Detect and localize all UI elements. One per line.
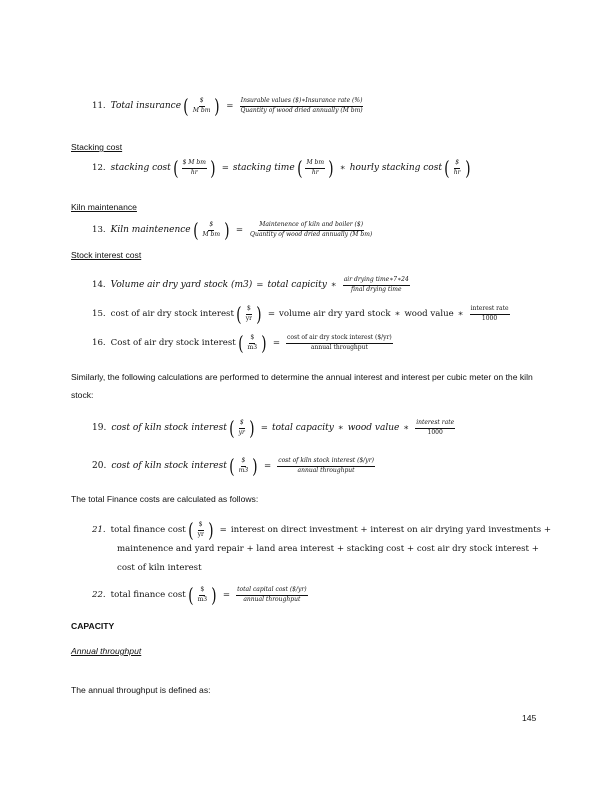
unit-denominator: yr — [245, 314, 252, 322]
fraction-denominator: Quantity of wood dried annually (M bm) — [240, 106, 363, 114]
paragraph-finance-intro: The total Finance costs are calculated as follows: — [71, 494, 259, 504]
equation-15 — [92, 302, 512, 326]
fraction-denominator: 1000 — [427, 428, 443, 436]
fraction-numerator: cost of air dry stock interest ($/yr) — [286, 335, 393, 344]
equation-fraction — [249, 222, 373, 238]
equation-number: 16. — [92, 338, 106, 348]
unit-paren — [443, 156, 471, 180]
equation-number: 15. — [92, 309, 106, 319]
unit-paren — [235, 302, 263, 326]
equation-13 — [92, 218, 375, 242]
heading-annual-throughput: Annual throughput — [71, 646, 142, 656]
multiply-sign: ∗ — [457, 309, 464, 319]
paragraph-kiln-interest-intro: Similarly, the following calculations are performed to determine the annual interest and interest per cubic meter on the kiln stock: — [71, 372, 533, 400]
equation-fraction — [415, 420, 455, 436]
equation-20 — [92, 454, 377, 478]
equals-sign: = — [267, 309, 276, 319]
page-number: 145 — [522, 713, 537, 723]
fraction-numerator: cost of kiln stock interest ($/yr) — [277, 458, 375, 467]
equation-term: volume air dry yard stock — [279, 309, 391, 319]
equation-lhs: Kiln maintenence — [110, 225, 191, 235]
fraction-denominator: annual throughput — [243, 595, 301, 603]
equation-fraction — [286, 335, 393, 351]
heading-kiln-maintenance: Kiln maintenance — [71, 202, 137, 212]
equation-16 — [92, 331, 395, 355]
unit-numerator: ( $ — [208, 222, 214, 231]
equation-22 — [92, 583, 310, 607]
fraction-numerator: Maintenence of kiln and boiler ($) — [258, 222, 364, 231]
equation-number: 19. — [92, 423, 107, 433]
unit-paren — [228, 416, 256, 440]
fraction-numerator: Insurable values ($)∗Insurance rate (%) — [240, 98, 364, 107]
equation-term: hourly stacking cost — [349, 163, 442, 173]
equals-sign: = — [260, 423, 268, 433]
equation-number: 13. — [92, 225, 106, 235]
unit-denominator: yr — [238, 428, 245, 436]
equation-21-line-2: maintenence and yard repair + land area interest + stacking cost + cost air dry stock interest + — [117, 544, 539, 554]
fraction-numerator: interest rate — [415, 420, 455, 429]
unit-denominator: hr — [453, 168, 461, 176]
unit-numerator: ( $ — [249, 335, 255, 344]
equation-number: 21. — [92, 525, 106, 535]
unit-numerator: ( $ — [199, 98, 205, 107]
unit-numerator: ( $ — [239, 420, 245, 429]
equation-lhs: cost of air dry stock interest — [110, 309, 234, 319]
multiply-sign: ∗ — [394, 309, 401, 319]
fraction-denominator: annual throughput — [297, 466, 355, 474]
equation-term: total capicity — [267, 280, 327, 291]
unit-paren — [237, 331, 268, 355]
equals-sign: = — [264, 461, 272, 471]
equation-fraction — [470, 306, 510, 322]
multiply-sign: ∗ — [403, 423, 410, 433]
equation-lhs: cost of kiln stock interest — [111, 423, 227, 433]
equation-number: 12. — [92, 163, 106, 173]
equation-lhs: total finance cost — [110, 525, 186, 535]
equation-number: 11. — [92, 101, 106, 111]
unit-numerator: ( $ — [198, 522, 204, 531]
equals-sign: = — [226, 101, 234, 111]
unit-paren — [172, 156, 217, 180]
unit-numerator: ( $ — [241, 458, 247, 467]
fraction-numerator: total capital cost ($/yr) — [236, 587, 308, 596]
equation-number: 20. — [92, 461, 107, 471]
unit-numerator: ( $ M bm — [182, 160, 207, 169]
unit-denominator: yr — [197, 530, 204, 538]
heading-capacity: CAPACITY — [71, 621, 115, 631]
equation-term: wood value — [404, 309, 454, 319]
equals-sign: = — [272, 338, 281, 348]
multiply-sign: ∗ — [330, 280, 337, 291]
multiply-sign: ∗ — [339, 163, 346, 173]
equation-line-1: interest on direct investment + interest on air drying yard investments + — [230, 525, 552, 535]
equation-21-line-3: cost of kiln interest — [117, 563, 202, 573]
unit-paren — [187, 583, 218, 607]
unit-numerator: ( $ — [454, 160, 460, 169]
fraction-numerator: interest rate — [470, 306, 510, 315]
equation-fraction — [239, 98, 363, 114]
unit-denominator: hr — [311, 168, 319, 176]
unit-denominator: M bm — [192, 106, 211, 114]
multiply-sign: ∗ — [337, 423, 344, 433]
unit-denominator: hr — [190, 168, 198, 176]
unit-numerator: ( $ — [199, 587, 205, 596]
unit-denominator: m3 — [197, 595, 208, 603]
fraction-denominator: Quantity of wood dried annually (M bm) — [250, 230, 373, 238]
unit-denominator: M bm — [202, 230, 221, 238]
unit-paren — [182, 94, 221, 118]
equation-fraction — [277, 458, 375, 474]
equation-lhs: Total insurance — [110, 101, 182, 111]
equals-sign: = — [256, 280, 264, 291]
equation-term: stacking time — [232, 163, 295, 173]
equation-term: total capacity — [271, 423, 334, 433]
equation-fraction — [236, 587, 308, 603]
fraction-denominator: final drying time — [351, 285, 402, 293]
unit-paren — [296, 156, 335, 180]
equation-lhs: stacking cost — [110, 163, 171, 173]
equals-sign: = — [235, 225, 244, 235]
heading-stacking-cost: Stacking cost — [71, 142, 123, 152]
equation-lhs: Volume air dry yard stock (m3) — [110, 280, 253, 291]
equals-sign: = — [222, 590, 231, 600]
unit-paren — [228, 454, 259, 478]
equation-number: 14. — [92, 280, 106, 291]
equation-11 — [92, 94, 366, 118]
heading-stock-interest-cost: Stock interest cost — [71, 250, 142, 260]
equation-lhs: cost of kiln stock interest — [111, 461, 227, 471]
fraction-denominator: 1000 — [481, 314, 498, 322]
equation-term: wood value — [347, 423, 400, 433]
unit-numerator: ( $ — [246, 306, 252, 315]
fraction-denominator: annual throughput — [310, 343, 368, 351]
equation-19 — [92, 416, 457, 440]
equation-lhs: total finance cost — [110, 590, 186, 600]
equation-number: 22. — [92, 590, 106, 600]
equals-sign: = — [219, 525, 227, 535]
equation-lhs: Cost of air dry stock interest — [110, 338, 236, 348]
unit-numerator: ( M bm — [305, 160, 325, 169]
unit-denominator: m3 — [238, 466, 249, 474]
equation-fraction — [343, 277, 410, 293]
unit-paren — [192, 218, 231, 242]
equation-12 — [92, 156, 472, 180]
paragraph-annual-throughput: The annual throughput is defined as: — [71, 685, 211, 695]
fraction-numerator: air drying time∗7∗24 — [343, 277, 410, 286]
equals-sign: = — [221, 163, 229, 173]
equation-21 — [92, 518, 551, 542]
unit-denominator: m3 — [247, 343, 258, 351]
equation-14 — [92, 277, 412, 293]
unit-paren — [187, 518, 215, 542]
